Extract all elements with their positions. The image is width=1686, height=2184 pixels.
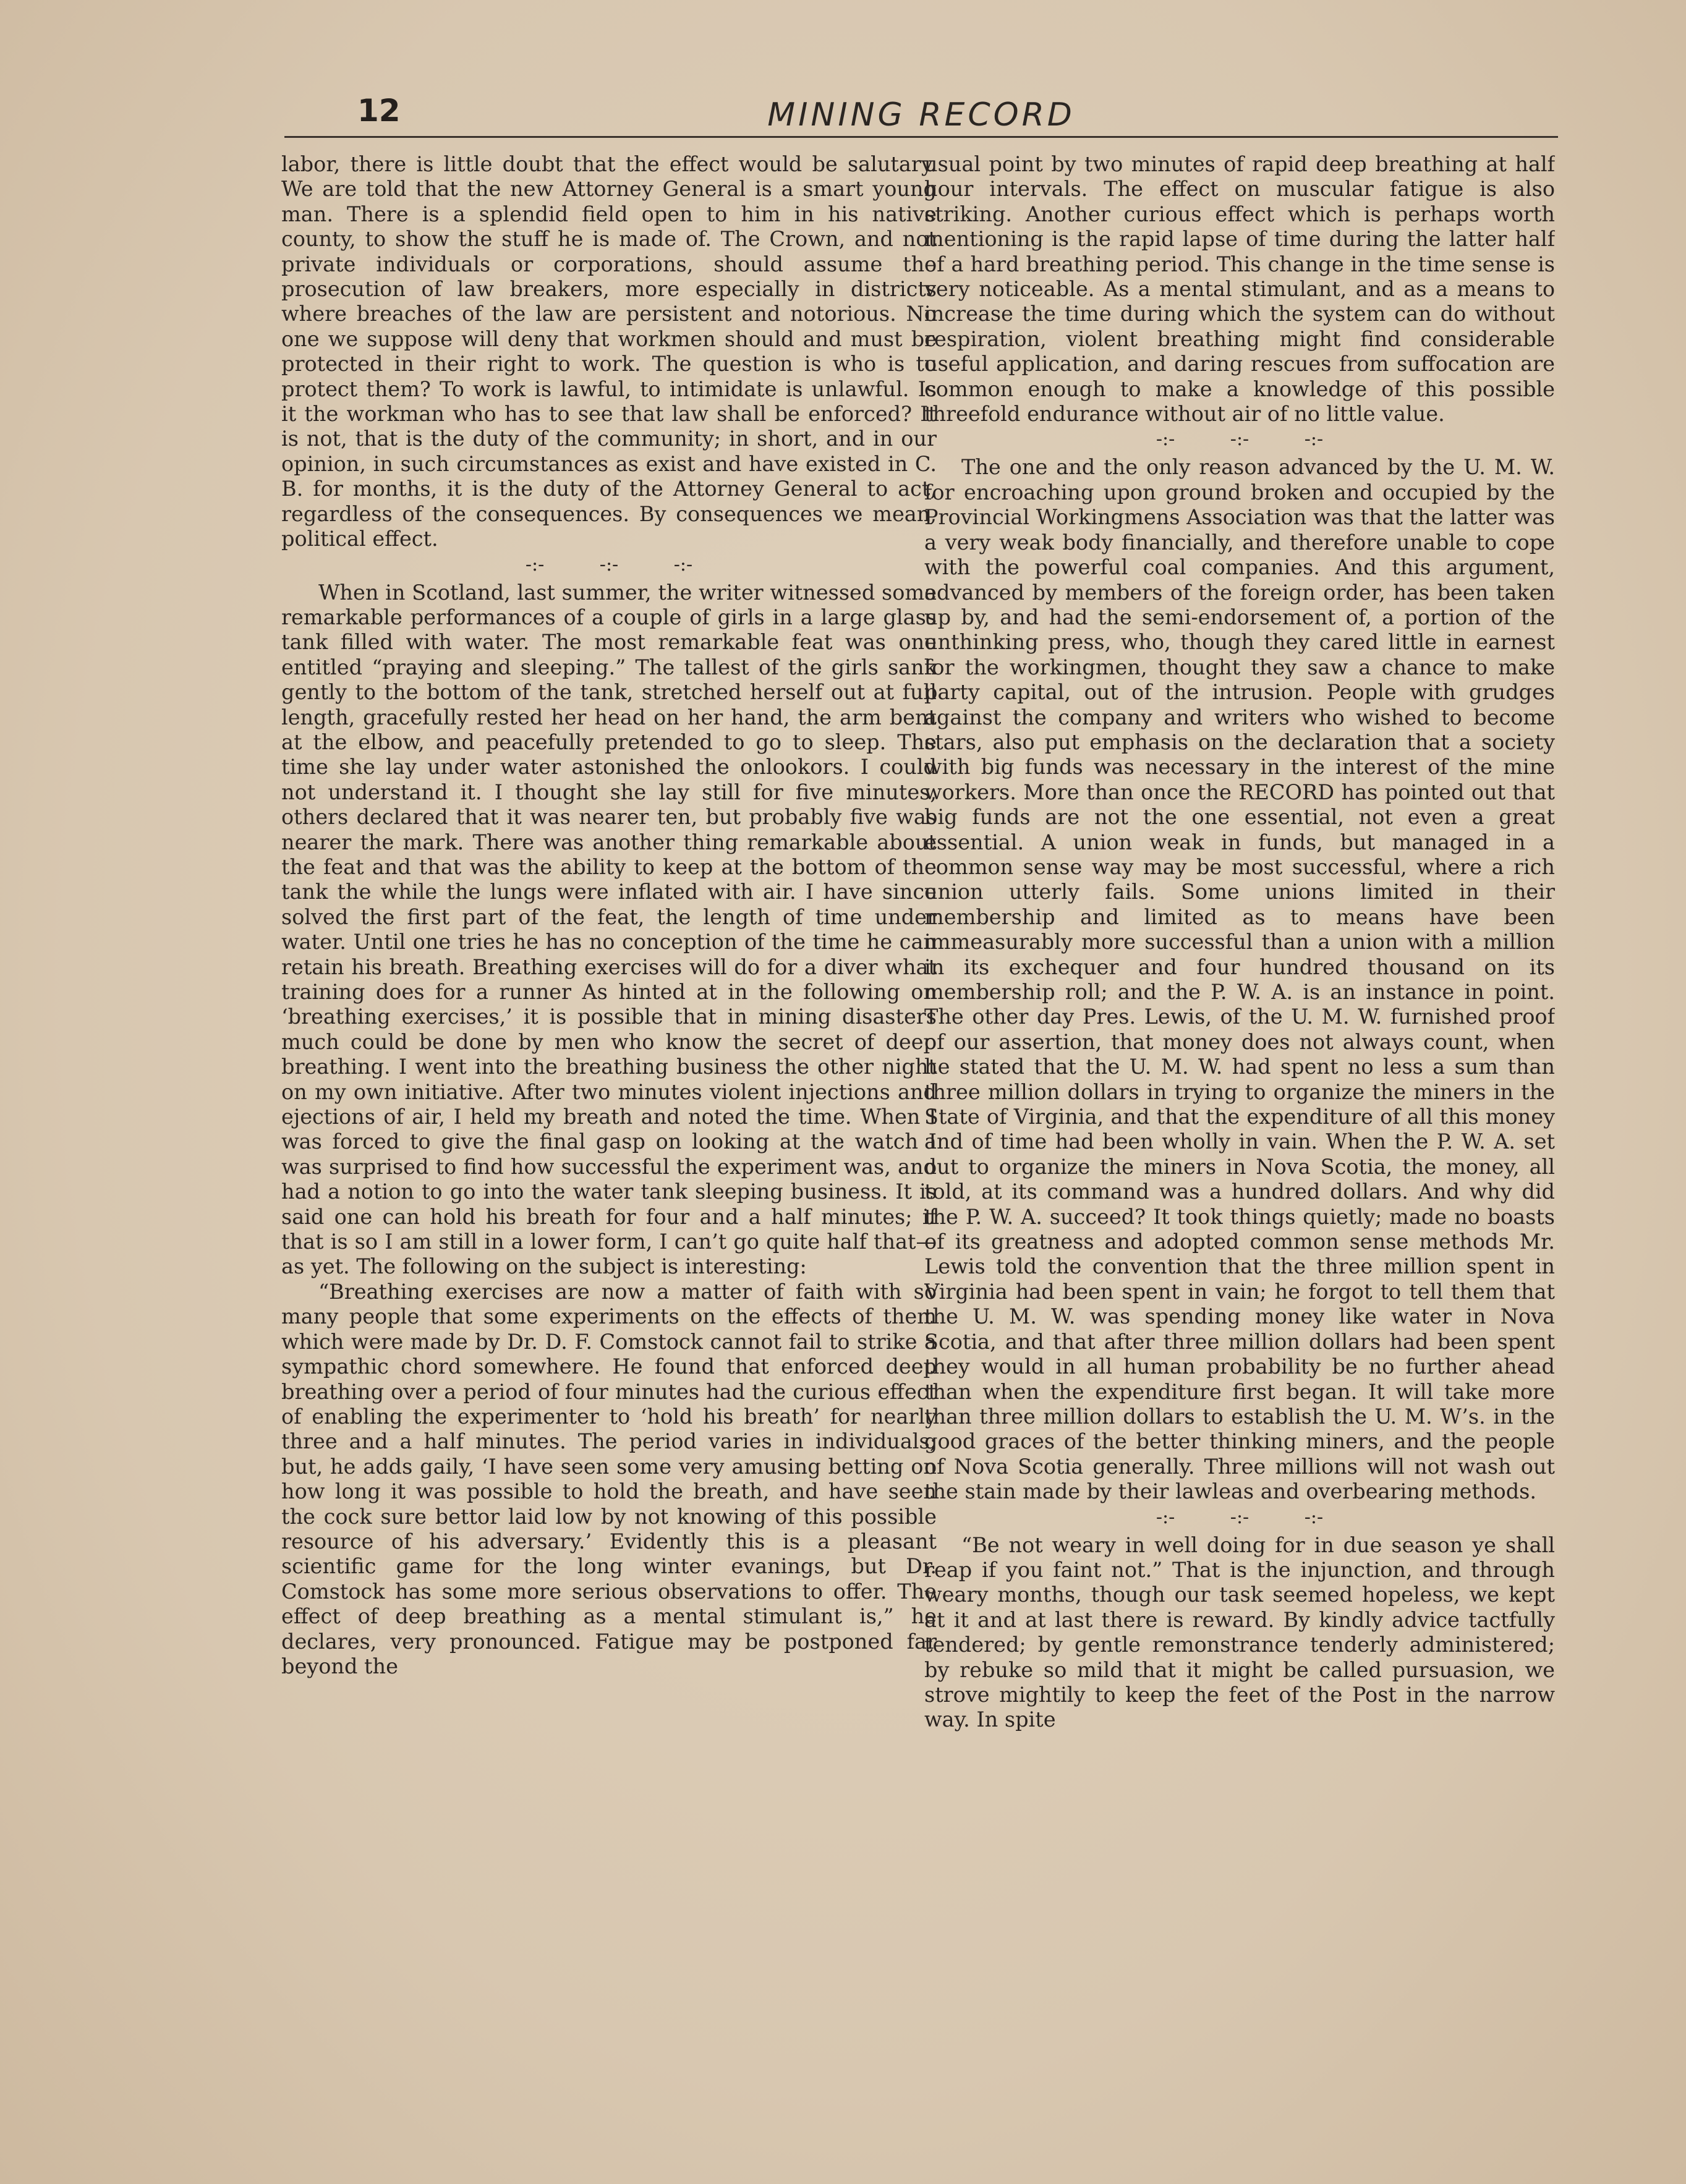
article-paragraph: When in Scotland, last summer, the writer witnessed some remarkable performances of a couple of girls in a large glass tank filled with water. The most remarkable feat was one entitled “praying and sleeping.” The tallest of the girls sank gently to the bottom of the tank, stretched herself out at full length, gracefully rested her head on her hand, the arm bent at the elbow, and peacefully pretended to go to sleep. The time she lay under water astonished the onlookors. I could not understand it. I thought she lay still for five minutes, others declared that it was nearer ten, but probably five was nearer the mark. There was another thing remarkable about the feat and that was the ability to keep at the bottom of the tank the while the lungs were inflated with air. I have since solved the first part of the feat, the length of time under water. Until one tries he has no conception of the time he can retain his breath. Breathing exercises will do for a diver what training does for a runner As hinted at in the following on ‘breathing exercises,’ it is possible that in mining disasters much could be done by men who know the secret of deep breathing. I went into the breathing business the other night on my own initiative. After two minutes violent injections and ejections of air, I held my breath and noted the time. When I was forced to give the final gasp on looking at the watch I was surprised to find how successful the experiment was, and had a notion to go into the water tank sleeping business. It is said one can hold his breath for four and a half minutes; if that is so I am still in a lower form, I can’t go quite half that—as yet. The following on the subject is interesting: xyxy=(281,580,937,1279)
masthead-title: MINING RECORD xyxy=(767,96,1075,134)
header-rule xyxy=(284,136,1558,138)
left-column xyxy=(281,152,937,2161)
right-column xyxy=(924,152,1555,2161)
page-number: 12 xyxy=(357,93,401,129)
article-paragraph: “Breathing exercises are now a matter of faith with so many people that some experiments on the effects of them which were made by Dr. D. F. Comstock cannot fail to strike a sympathic chord somewhere. He found that enforced deep breathing over a period of four minutes had the curious effect of enabling the experimenter to ‘hold his breath’ for nearly three and a half minutes. The period varies in individuals; but, he adds gaily, ‘I have seen some very amusing betting on how long it was possible to hold the breath, and have seen the cock sure bettor laid low by not knowing of this possible resource of his adversary.’ Evidently this is a pleasant scientific game for the long winter evanings, but Dr. Comstock has some more serious observations to offer. The effect of deep breathing as a mental stimulant is,” he declares, very pronounced. Fatigue may be postponed far beyond the xyxy=(281,1279,937,1678)
article-paragraph: The one and the only reason advanced by the U. M. W. for encroaching upon ground broken and occupied by the Provincial Workingmens Association was that the latter was a very weak body financially, and therefore unable to cope with the powerful coal companies. And this argument, advanced by members of the foreign order, has been taken up by, and had the semi-endorsement of, a portion of the unthinking press, who, though they cared little in earnest for the workingmen, thought they saw a chance to make party capital, out of the intrusion. People with grudges against the company and writers who wished to become stars, also put emphasis on the declaration that a society with big funds was necessary in the interest of the mine workers. More than once the RECORD has pointed out that big funds are not the one essential, not even a great essential. A union weak in funds, but managed in a common sense way may be most successful, where a rich union utterly fails. Some unions limited in their membership and limited as to means have been immeasurably more successful than a union with a million in its exchequer and four hundred thousand on its membership roll; and the P. W. A. is an instance in point. The other day Pres. Lewis, of the U. M. W. furnished proof of our assertion, that money does not always count, when he stated that the U. M. W. had spent no less a sum than three million dollars in trying to organize the miners in the State of Virginia, and that the expenditure of all this money and of time had been wholly in vain. When the P. W. A. set out to organize the miners in Nova Scotia, the money, all told, at its command was a hundred dollars. And why did the P. W. A. succeed? It took things quietly; made no boasts of its greatness and adopted common sense methods Mr. Lewis told the convention that the three million spent in Virginia had been spent in vain; he forgot to tell them that the U. M. W. was spending money like water in Nova Scotia, and that after three million dollars had been spent they would in all human probability be no further ahead than when the expenditure first began. It will take more than three million dollars to establish the U. M. W’s. in the good graces of the better thinking miners, and the people of Nova Scotia generally. Three millions will not wash out the stain made by their lawleas and overbearing methods. xyxy=(924,455,1555,1504)
section-separator: -:- -:- -:- xyxy=(1156,1506,1324,1528)
section-separator: -:- -:- -:- xyxy=(1156,428,1324,451)
article-paragraph: labor, there is little doubt that the effect would be salutary. We are told that the new Attorney General is a smart young man. There is a splendid field open to him in his native county, to show the stuff he is made of. The Crown, and not private individuals or corporations, should assume the prosecution of law breakers, more especially in districts where breaches of the law are persistent and notorious. No one we suppose will deny that workmen should and must be protected in their right to work. The question is who is to protect them? To work is lawful, to intimidate is unlawful. Is it the workman who has to see that law shall be enforced? It is not, that is the duty of the community; in short, and in our opinion, in such circumstances as exist and have existed in C. B. for months, it is the duty of the Attorney General to act, regardless of the consequences. By consequences we mean, political effect. xyxy=(281,152,937,551)
section-separator: -:- -:- -:- xyxy=(525,553,693,576)
article-paragraph: usual point by two minutes of rapid deep breathing at half hour intervals. The effect on muscular fatigue is also striking. Another curious effect which is perhaps worth mentioning is the rapid lapse of time during the latter half of a hard breathing period. This change in the time sense is very noticeable. As a mental stimulant, and as a means to increase the time during which the system can do without respiration, violent breathing might find considerable useful application, and daring rescues from suffocation are common enough to make a knowledge of this possible threefold endurance without air of no little value. xyxy=(924,152,1555,427)
article-paragraph: “Be not weary in well doing for in due season ye shall reap if you faint not.” That is the injunction, and through weary months, though our task seemed hopeless, we kept at it and at last there is reward. By kindly advice tactfully tendered; by gentle remonstrance tenderly administered; by rebuke so mild that it might be called pursuasion, we strove mightily to keep the feet of the Post in the narrow way. In spite xyxy=(924,1532,1555,1732)
page-header xyxy=(284,93,1558,148)
